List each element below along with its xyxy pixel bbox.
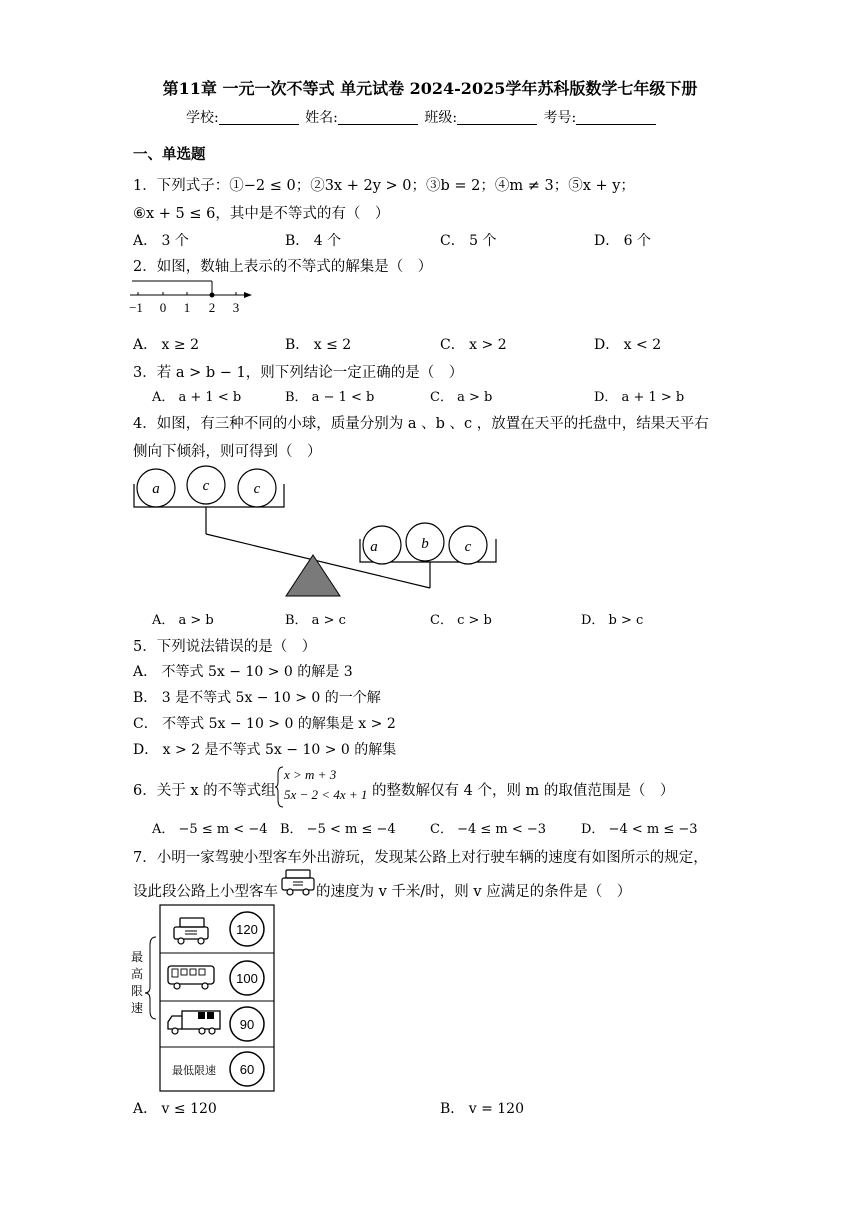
q7-line2-before: 设此段公路上小型客车 [133,884,278,900]
tick-label: −1 [129,300,143,315]
q7-line1: 7．小明一家驾驶小型客车外出游玩，发现某公路上对行驶车辆的速度有如图所示的规定， [133,850,708,866]
q4-option-a[interactable]: A． a > b [152,613,214,628]
balance-figure [128,462,503,604]
car-icon [280,868,316,898]
exam-number-label: 考号: [543,110,577,126]
ball-label: a [152,481,160,497]
axis-arrow [244,292,252,298]
q4-line2: 侧向下倾斜，则可得到（ ） [133,444,322,460]
speed-value: 60 [239,1062,255,1077]
q5-stem: 5．下列说法错误的是（ ） [133,639,317,655]
q1-line2: ⑥x + 5 ≤ 6，其中是不等式的有（ ） [133,206,390,222]
q6-option-a[interactable]: A． −5 ≤ m < −4 [152,822,268,837]
tick-label: 2 [208,300,216,315]
q1-line1: 1．下列式子：①−2 ≤ 0；②3x + 2y > 0；③b = 2；④m ≠ 3；⑤x + y； [133,178,635,194]
student-info-line [186,107,658,127]
q2-option-a[interactable]: A． x ≥ 2 [133,337,199,353]
q5-option-a[interactable]: A． 不等式 5x − 10 > 0 的解是 3 [133,664,353,680]
q7-option-a[interactable]: A． v ≤ 120 [133,1101,217,1117]
q4-option-c[interactable]: C． c > b [430,613,492,628]
ball-label: c [464,539,472,555]
speed-value: 120 [236,922,258,937]
q7-line2-after: 的速度为 v 千米/时，则 v 应满足的条件是（ ） [316,884,632,900]
q6-option-b[interactable]: B． −5 < m ≤ −4 [280,822,396,837]
q1-option-c[interactable]: C． 5 个 [440,233,497,249]
q6-option-c[interactable]: C． −4 ≤ m < −3 [430,822,547,837]
q3-stem: 3．若 a > b − 1，则下列结论一定正确的是（ ） [133,365,464,381]
class-label: 班级: [424,110,458,126]
q4-option-b[interactable]: B． a > c [285,613,346,628]
q3-option-d[interactable]: D． a + 1 > b [594,390,685,405]
name-label: 姓名: [305,110,338,126]
speed-limit-sign [128,903,278,1093]
side-label-char: 限 [130,984,144,998]
section-title: 一、单选题 [133,146,206,163]
q2-option-c[interactable]: C． x > 2 [440,337,507,353]
ball-label: c [202,478,210,494]
name-blank[interactable] [338,110,418,125]
q2-option-d[interactable]: D． x < 2 [594,337,662,353]
q5-option-c[interactable]: C． 不等式 5x − 10 > 0 的解集是 x > 2 [133,716,396,732]
q4-line1: 4．如图，有三种不同的小球，质量分别为 a 、b 、c ，放置在天平的托盘中，结果天平右 [133,416,709,432]
ball-label: b [421,536,429,552]
page-title: 第11章 一元一次不等式 单元试卷 2024-2025学年苏科版数学七年级下册 [162,79,698,98]
tick-label: 3 [232,300,240,315]
speed-value: 90 [239,1017,255,1032]
side-label-char: 高 [130,967,144,981]
school-blank[interactable] [219,110,299,125]
q5-option-b[interactable]: B． 3 是不等式 5x − 10 > 0 的一个解 [133,690,381,706]
q2-option-b[interactable]: B． x ≤ 2 [285,337,352,353]
number-line-figure [128,276,258,318]
class-blank[interactable] [457,110,537,125]
ball-icon [363,526,401,564]
q6-stem-after: 的整数解仅有 4 个，则 m 的取值范围是（ ） [372,783,675,799]
min-speed-label: 最低限速 [172,1064,216,1077]
q4-option-d[interactable]: D． b > c [581,613,644,628]
ball-label: a [370,539,378,555]
school-label: 学校: [186,110,219,126]
q3-option-c[interactable]: C． a > b [430,390,493,405]
ball-label: c [253,481,261,497]
q1-option-d[interactable]: D． 6 个 [594,233,652,249]
system-line1: x > m + 3 [284,767,337,782]
q2-stem: 2．如图，数轴上表示的不等式的解集是（ ） [133,259,433,275]
q3-option-a[interactable]: A． a + 1 < b [152,390,242,405]
side-label-char: 速 [130,1001,144,1015]
speed-value: 100 [236,971,258,986]
q7-option-b[interactable]: B． v = 120 [440,1101,524,1117]
system-line2: 5x − 2 < 4x + 1 [284,787,368,802]
fulcrum [286,555,340,596]
q6-stem-before: 6．关于 x 的不等式组 [133,783,276,799]
q1-option-a[interactable]: A． 3 个 [133,233,189,249]
q5-option-d[interactable]: D． x > 2 是不等式 5x − 10 > 0 的解集 [133,742,397,758]
q1-option-b[interactable]: B． 4 个 [285,233,342,249]
q6-option-d[interactable]: D． −4 < m ≤ −3 [581,822,698,837]
tick-label: 0 [159,300,167,315]
tick-label: 1 [183,300,191,315]
exam-number-blank[interactable] [576,110,656,125]
side-brace [145,937,156,1019]
side-label-char: 最 [130,950,144,964]
q3-option-b[interactable]: B． a − 1 < b [285,390,375,405]
inequality-system [284,765,367,805]
